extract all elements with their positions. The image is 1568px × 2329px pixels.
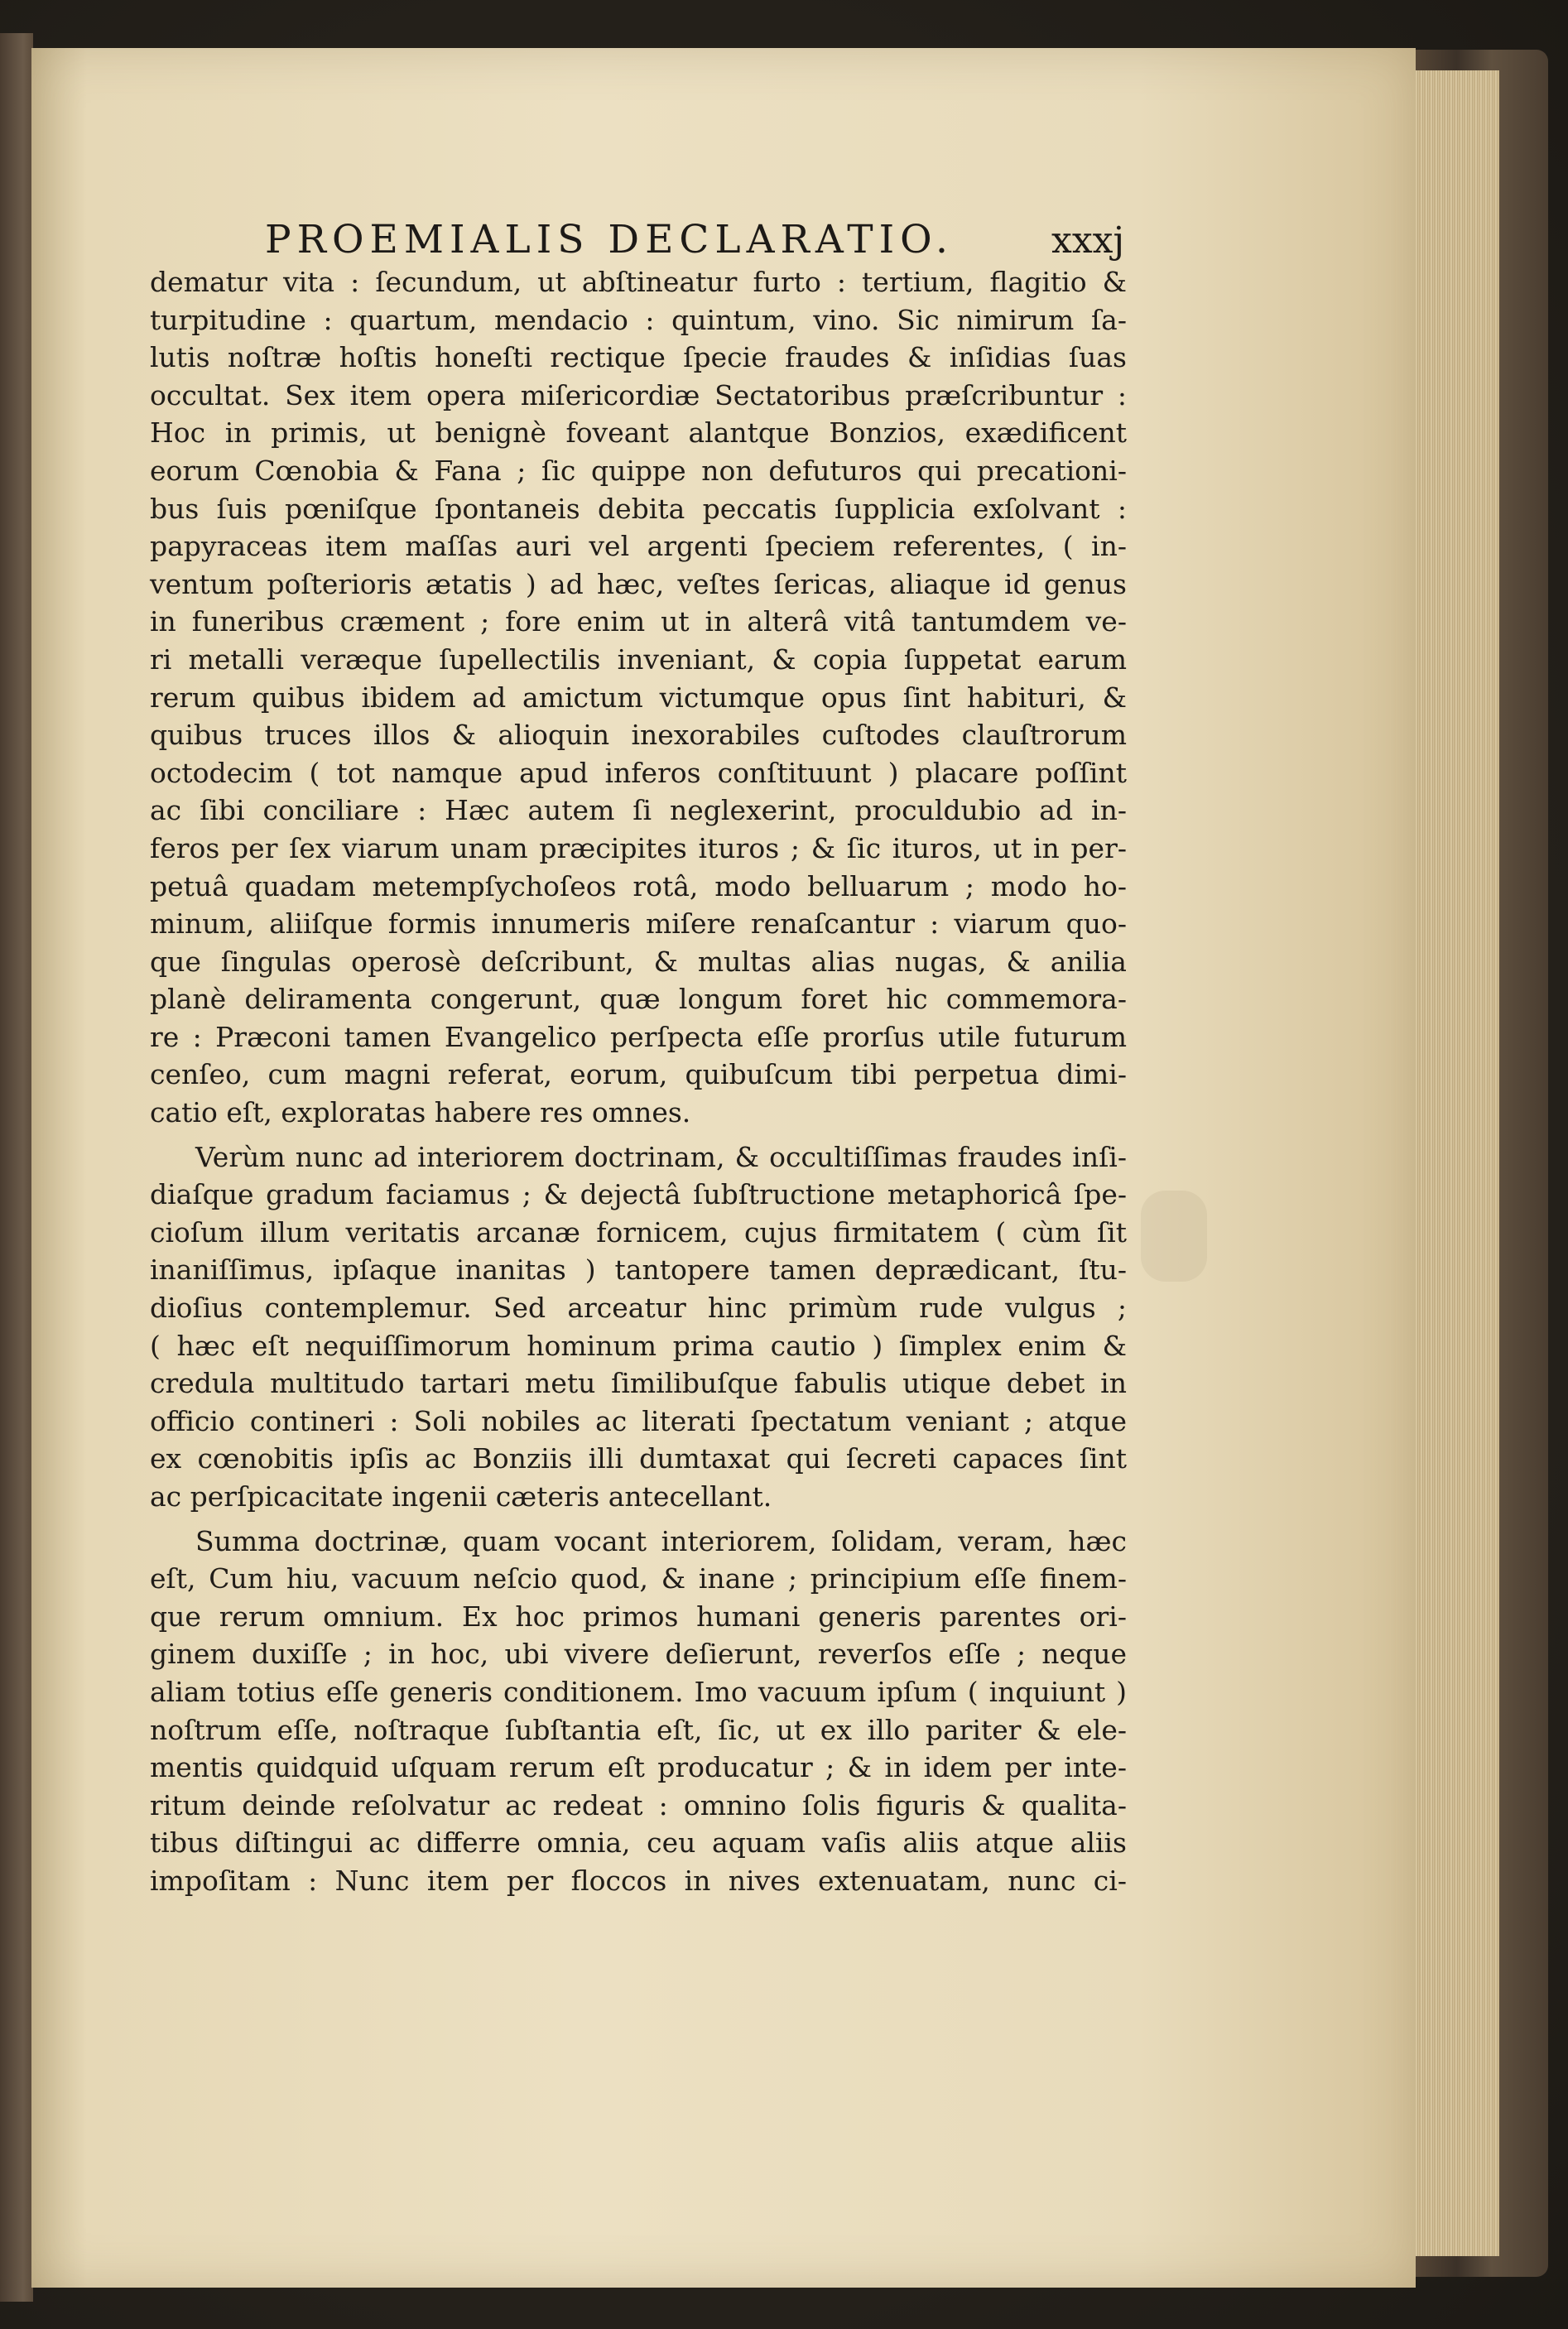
text-line: dematur vita : ſecundum, ut abſtineatur furto : tertium, flagitio & <box>150 266 1127 298</box>
text-line: tibus diſtingui ac differre omnia, ceu aquam vaſis aliis atque aliis <box>150 1826 1127 1860</box>
text-line: eorum Cœnobia & Fana ; ſic quippe non defuturos qui precationi- <box>150 454 1127 487</box>
text-line: que ſingulas operosè deſcribunt, & multas alias nugas, & anilia <box>150 945 1127 978</box>
text-line: inaniſſimus, ipſaque inanitas ) tantopere tamen deprædicant, ſtu- <box>150 1254 1127 1287</box>
text-line: officio contineri : Soli nobiles ac literati ſpectatum veniant ; atque <box>150 1404 1127 1437</box>
text-line: ventum poſterioris ætatis ) ad hæc, veſtes ſericas, aliaque id genus <box>150 567 1127 600</box>
book-cover-left <box>0 33 33 2302</box>
text-line: ac ſibi conciliare : Hæc autem ſi neglexerint, proculdubio ad in- <box>150 794 1127 827</box>
text-line: planè deliramenta congerunt, quæ longum foret hic commemora- <box>150 983 1127 1016</box>
text-line: Summa doctrinæ, quam vocant interiorem, ſolidam, veram, hæc <box>195 1524 1127 1557</box>
text-line: ri metalli veræque ſupellectilis inveniant, & copia ſuppetat earum <box>150 642 1127 676</box>
text-line: mentis quidquid uſquam rerum eſt producatur ; & in idem per inte- <box>150 1751 1127 1784</box>
text-line: minum, aliiſque formis innumeris miſere renaſcantur : viarum quo- <box>150 907 1127 941</box>
text-line: papyraceas item maſſas auri vel argenti ſpeciem referentes, ( in- <box>150 530 1127 563</box>
text-line: feros per ſex viarum unam præcipites ituros ; & ſic ituros, ut in per- <box>150 831 1127 864</box>
paragraph-2 <box>150 1138 1127 1516</box>
text-line: rerum quibus ibidem ad amictum victumque opus ſint habituri, & <box>150 681 1127 714</box>
text-line: ( hæc eſt nequiſſimorum hominum prima cautio ) ſimplex enim & <box>150 1329 1127 1362</box>
text-line: credula multitudo tartari metu ſimilibuſque fabulis utique debet in <box>150 1367 1127 1400</box>
show-through-stain <box>1141 1191 1207 1282</box>
text-line: cenſeo, cum magni referat, eorum, quibuſcum tibi perpetua dimi- <box>150 1058 1127 1091</box>
text-line: occultat. Sex item opera miſericordiæ Sectatoribus præſcribuntur : <box>150 378 1127 411</box>
text-line: catio eſt, exploratas habere res omnes. <box>150 1096 691 1129</box>
text-line: impoſitam : Nunc item per floccos in nives extenuatam, nunc ci- <box>150 1864 1127 1897</box>
text-line: eſt, Cum hiu, vacuum neſcio quod, & inane ; principium eſſe finem- <box>150 1562 1127 1595</box>
page-edges <box>1403 70 1499 2256</box>
body-text <box>150 263 1127 1900</box>
paragraph-3 <box>150 1523 1127 1900</box>
text-line: in funeribus cræment ; fore enim ut in alterâ vitâ tantumdem ve- <box>150 605 1127 638</box>
text-line: ac perſpicacitate ingenii cæteris antecellant. <box>150 1480 772 1513</box>
text-line: que rerum omnium. Ex hoc primos humani generis parentes ori- <box>150 1600 1127 1633</box>
text-line: ex cœnobitis ipſis ac Bonziis illi dumtaxat qui ſecreti capaces ſint <box>150 1442 1127 1475</box>
running-title: PROEMIALIS DECLARATIO. <box>265 217 954 262</box>
text-line: aliam totius eſſe generis conditionem. Imo vacuum ipſum ( inquiunt ) <box>150 1675 1127 1708</box>
text-line: cioſum illum veritatis arcanæ fornicem, cujus firmitatem ( cùm ſit <box>150 1215 1127 1249</box>
text-line: ritum deinde reſolvatur ac redeat : omnino ſolis figuris & qualita- <box>150 1788 1127 1821</box>
text-line: diaſque gradum faciamus ; & dejectâ ſubſtructione metaphoricâ ſpe- <box>150 1178 1127 1211</box>
text-line: lutis noſtræ hoſtis honeſti rectique ſpecie fraudes & inſidias ſuas <box>150 341 1127 374</box>
text-line: ginem duxiſſe ; in hoc, ubi vivere deſierunt, reverſos eſſe ; neque <box>150 1638 1127 1671</box>
page-number: xxxj <box>1051 219 1125 262</box>
text-line: octodecim ( tot namque apud inferos conſtituunt ) placare poſſint <box>150 756 1127 789</box>
text-line: Verùm nunc ad interiorem doctrinam, & occultiſſimas fraudes inſi- <box>195 1140 1127 1173</box>
text-line: bus ſuis pœniſque ſpontaneis debita peccatis ſupplicia exſolvant : <box>150 492 1127 525</box>
paragraph-1 <box>150 263 1127 1132</box>
text-line: Hoc in primis, ut benignè foveant alantque Bonzios, exædificent <box>150 416 1127 450</box>
text-line: quibus truces illos & alioquin inexorabiles cuſtodes clauſtrorum <box>150 719 1127 752</box>
text-line: dioſius contemplemur. Sed arceatur hinc primùm rude vulgus ; <box>150 1292 1127 1325</box>
text-line: turpitudine : quartum, mendacio : quintum, vino. Sic nimirum ſa- <box>150 303 1127 336</box>
text-line: petuâ quadam metempſychoſeos rotâ, modo belluarum ; modo ho- <box>150 869 1127 902</box>
text-line: re : Præconi tamen Evangelico perſpecta eſſe prorſus utile futurum <box>150 1020 1127 1053</box>
text-line: noſtrum eſſe, noſtraque ſubſtantia eſt, ſic, ut ex illo pariter & ele- <box>150 1713 1127 1746</box>
